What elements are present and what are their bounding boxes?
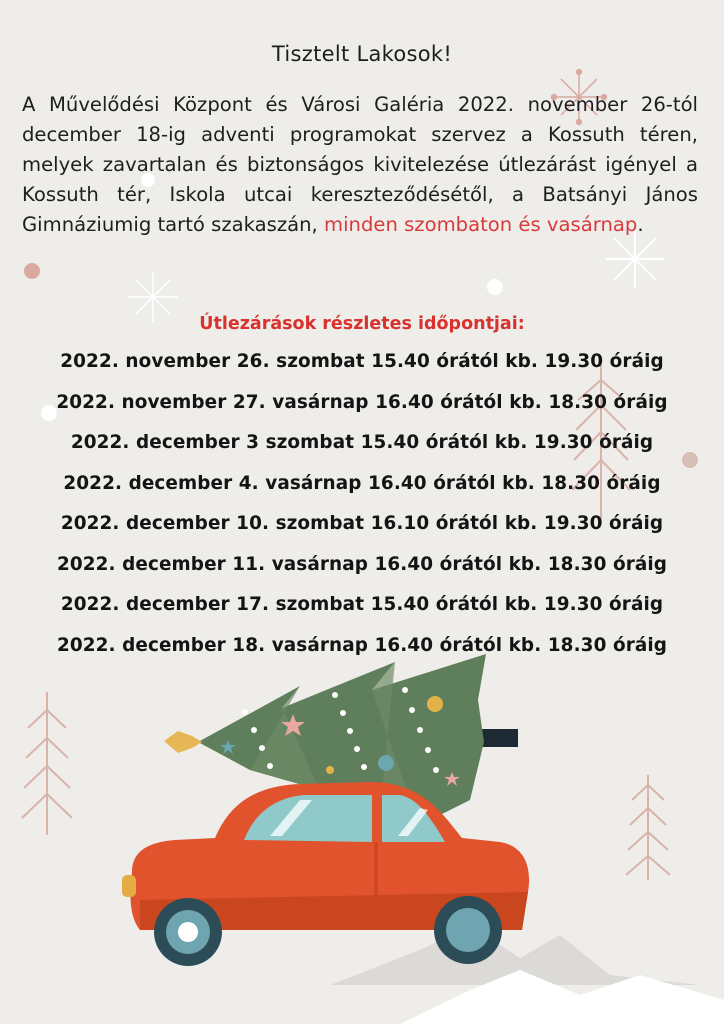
ball-ornament-icon: [427, 696, 443, 712]
tree-trunk: [478, 729, 518, 747]
schedule-item: 2022. december 17. szombat 15.40 órától kb. 19.30 óráig: [60, 594, 664, 615]
intro-end: .: [637, 213, 644, 236]
wheel-icon: [434, 896, 502, 964]
greeting-heading: Tisztelt Lakosok!: [271, 42, 453, 66]
car-bumper: [122, 875, 136, 897]
intro-text: A Művelődési Központ és Városi Galéria 2022. november 26-tól december 18-ig adventi programokat szervez a Kossuth téren, melyek zavartalan és biztonságos kivitelezése útlezárást igényel a Kossuth tér, Iskola utcai kereszteződésétől, a Batsányi János Gimnáziumig tartó szakaszán,: [22, 93, 698, 236]
tree-topper-icon: [164, 731, 202, 753]
schedule-item: 2022. november 26. szombat 15.40 órától kb. 19.30 óráig: [60, 351, 664, 372]
ball-ornament-icon: [326, 766, 334, 774]
intro-highlight: minden szombaton és vasárnap: [324, 213, 638, 236]
schedule-item: 2022. december 10. szombat 16.10 órától kb. 19.30 óráig: [60, 513, 664, 534]
schedule-item: 2022. november 27. vasárnap 16.40 órától kb. 18.30 óráig: [56, 391, 668, 413]
wheel-icon: [154, 898, 222, 966]
schedule-title: Útlezárások részletes időpontjai:: [199, 314, 525, 334]
schedule-item: 2022. december 3 szombat 15.40 órától kb. 19.30 óráig: [70, 432, 654, 453]
schedule-item: 2022. december 4. vasárnap 16.40 órától kb. 18.30 óráig: [63, 472, 661, 494]
ball-ornament-icon: [378, 755, 394, 771]
schedule-item: 2022. december 11. vasárnap 16.40 órától kb. 18.30 óráig: [56, 553, 668, 575]
schedule-item: 2022. december 18. vasárnap 16.40 órától kb. 18.30 óráig: [56, 634, 668, 656]
